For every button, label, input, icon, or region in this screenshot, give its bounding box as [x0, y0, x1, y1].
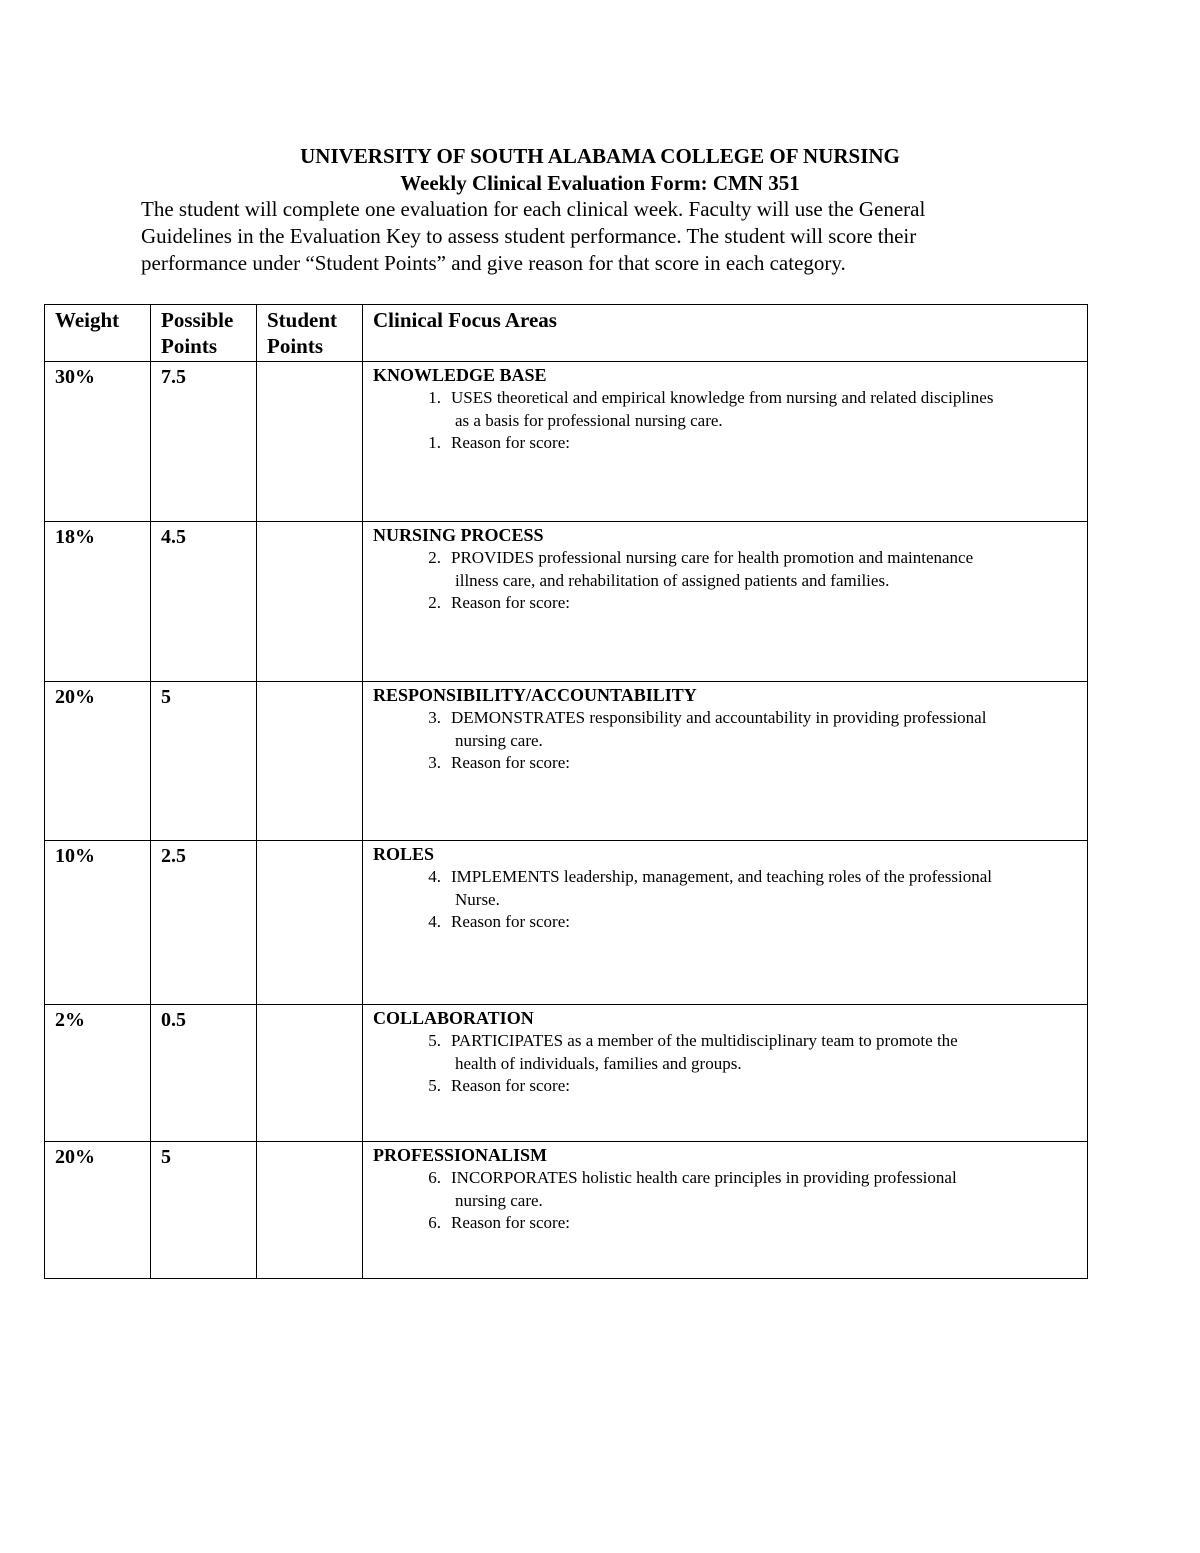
item-number: 3. [428, 708, 441, 727]
table-row [45, 522, 1088, 682]
clinical-focus-cell [363, 1005, 1088, 1142]
weight-cell: 10% [45, 841, 151, 1005]
focus-item [373, 707, 1077, 752]
clinical-focus-cell [363, 841, 1088, 1005]
form-title: Weekly Clinical Evaluation Form: CMN 351 [400, 171, 800, 195]
instructions-line: The student will complete one evaluation for each clinical week. Faculty will use the General [141, 197, 926, 221]
focus-item [373, 866, 1077, 911]
weight-cell: 2% [45, 1005, 151, 1142]
institution-title: UNIVERSITY OF SOUTH ALABAMA COLLEGE OF NURSING [300, 144, 900, 168]
focus-area-title: COLLABORATION [373, 1008, 534, 1028]
item-number: 6. [428, 1168, 441, 1187]
item-text-line1: PROVIDES professional nursing care for health promotion and maintenance [451, 548, 974, 567]
focus-area-title: NURSING PROCESS [373, 525, 544, 545]
reason-item[interactable] [373, 911, 1077, 934]
table-row [45, 362, 1088, 522]
item-text [451, 547, 1077, 592]
item-text-line2: health of individuals, families and groups. [455, 1053, 742, 1073]
weight-column-header [45, 305, 151, 362]
reason-item[interactable] [373, 752, 1077, 775]
reason-number: 6. [428, 1213, 441, 1232]
reason-item[interactable] [373, 592, 1077, 615]
table-row [45, 682, 1088, 841]
table-row [45, 1142, 1088, 1279]
reason-number: 3. [428, 753, 441, 772]
item-number: 2. [428, 548, 441, 567]
reason-number: 5. [428, 1076, 441, 1095]
focus-item [373, 1030, 1077, 1075]
possible-points-column-header [151, 305, 257, 362]
possible-points-cell: 2.5 [151, 841, 257, 1005]
clinical-focus-cell [363, 522, 1088, 682]
possible-points-cell: 5 [151, 682, 257, 841]
possible-points-cell: 7.5 [151, 362, 257, 522]
student-header-label-line2: Points [267, 334, 324, 358]
item-text [451, 707, 1077, 752]
reason-item[interactable] [373, 1075, 1077, 1098]
item-text-line2: illness care, and rehabilitation of assigned patients and families. [455, 570, 890, 590]
focus-area-title: RESPONSIBILITY/ACCOUNTABILITY [373, 685, 697, 705]
reason-number: 1. [428, 433, 441, 452]
student-points-cell[interactable] [257, 682, 363, 841]
instructions-line: performance under “Student Points” and give reason for that score in each category. [141, 251, 846, 275]
clinical-focus-cell [363, 362, 1088, 522]
reason-label: Reason for score: [451, 1213, 570, 1232]
table-header-row [45, 305, 1088, 362]
possible-points-cell: 5 [151, 1142, 257, 1279]
weight-cell: 20% [45, 682, 151, 841]
item-text [451, 866, 1077, 911]
table-row [45, 841, 1088, 1005]
reason-number: 4. [428, 912, 441, 931]
focus-item [373, 547, 1077, 592]
reason-item[interactable] [373, 432, 1077, 455]
instructions-line: Guidelines in the Evaluation Key to assess student performance. The student will score their [141, 224, 917, 248]
student-points-cell[interactable] [257, 1142, 363, 1279]
possible-points-cell: 4.5 [151, 522, 257, 682]
clinical-focus-cell [363, 682, 1088, 841]
reason-number: 2. [428, 593, 441, 612]
item-number: 4. [428, 867, 441, 886]
item-text-line2: nursing care. [455, 730, 543, 750]
item-text-line1: INCORPORATES holistic health care principles in providing professional [451, 1168, 957, 1187]
item-text [451, 387, 1077, 432]
item-text-line1: USES theoretical and empirical knowledge from nursing and related disciplines [451, 388, 994, 407]
weight-header-label: Weight [55, 308, 120, 332]
reason-label: Reason for score: [451, 593, 570, 612]
instructions-paragraph [141, 196, 1041, 277]
item-text [451, 1030, 1077, 1075]
student-points-cell[interactable] [257, 522, 363, 682]
weight-cell: 30% [45, 362, 151, 522]
possible-points-cell: 0.5 [151, 1005, 257, 1142]
student-header-label-line1: Student [267, 308, 338, 332]
student-points-cell[interactable] [257, 1005, 363, 1142]
document-header [0, 143, 1200, 197]
table-row [45, 1005, 1088, 1142]
reason-item[interactable] [373, 1212, 1077, 1235]
reason-label: Reason for score: [451, 753, 570, 772]
item-number: 5. [428, 1031, 441, 1050]
focus-area-title: ROLES [373, 844, 435, 864]
possible-header-label-line1: Possible [161, 308, 234, 332]
focus-item [373, 1167, 1077, 1212]
item-text-line1: PARTICIPATES as a member of the multidisciplinary team to promote the [451, 1031, 958, 1050]
clinical-focus-cell [363, 1142, 1088, 1279]
focus-area-title: PROFESSIONALISM [373, 1145, 548, 1165]
focus-header-label: Clinical Focus Areas [373, 308, 557, 332]
weight-cell: 18% [45, 522, 151, 682]
item-text-line2: Nurse. [455, 889, 500, 909]
student-points-cell[interactable] [257, 841, 363, 1005]
focus-area-title: KNOWLEDGE BASE [373, 365, 547, 385]
item-number: 1. [428, 388, 441, 407]
clinical-focus-column-header [363, 305, 1088, 362]
item-text-line2: as a basis for professional nursing care. [455, 410, 723, 430]
item-text-line2: nursing care. [455, 1190, 543, 1210]
reason-label: Reason for score: [451, 433, 570, 452]
reason-label: Reason for score: [451, 912, 570, 931]
evaluation-table [44, 304, 1088, 1279]
item-text [451, 1167, 1077, 1212]
weight-cell: 20% [45, 1142, 151, 1279]
reason-label: Reason for score: [451, 1076, 570, 1095]
student-points-cell[interactable] [257, 362, 363, 522]
possible-header-label-line2: Points [161, 334, 218, 358]
item-text-line1: IMPLEMENTS leadership, management, and teaching roles of the professional [451, 867, 993, 886]
item-text-line1: DEMONSTRATES responsibility and accountability in providing professional [451, 708, 987, 727]
focus-item [373, 387, 1077, 432]
student-points-column-header [257, 305, 363, 362]
